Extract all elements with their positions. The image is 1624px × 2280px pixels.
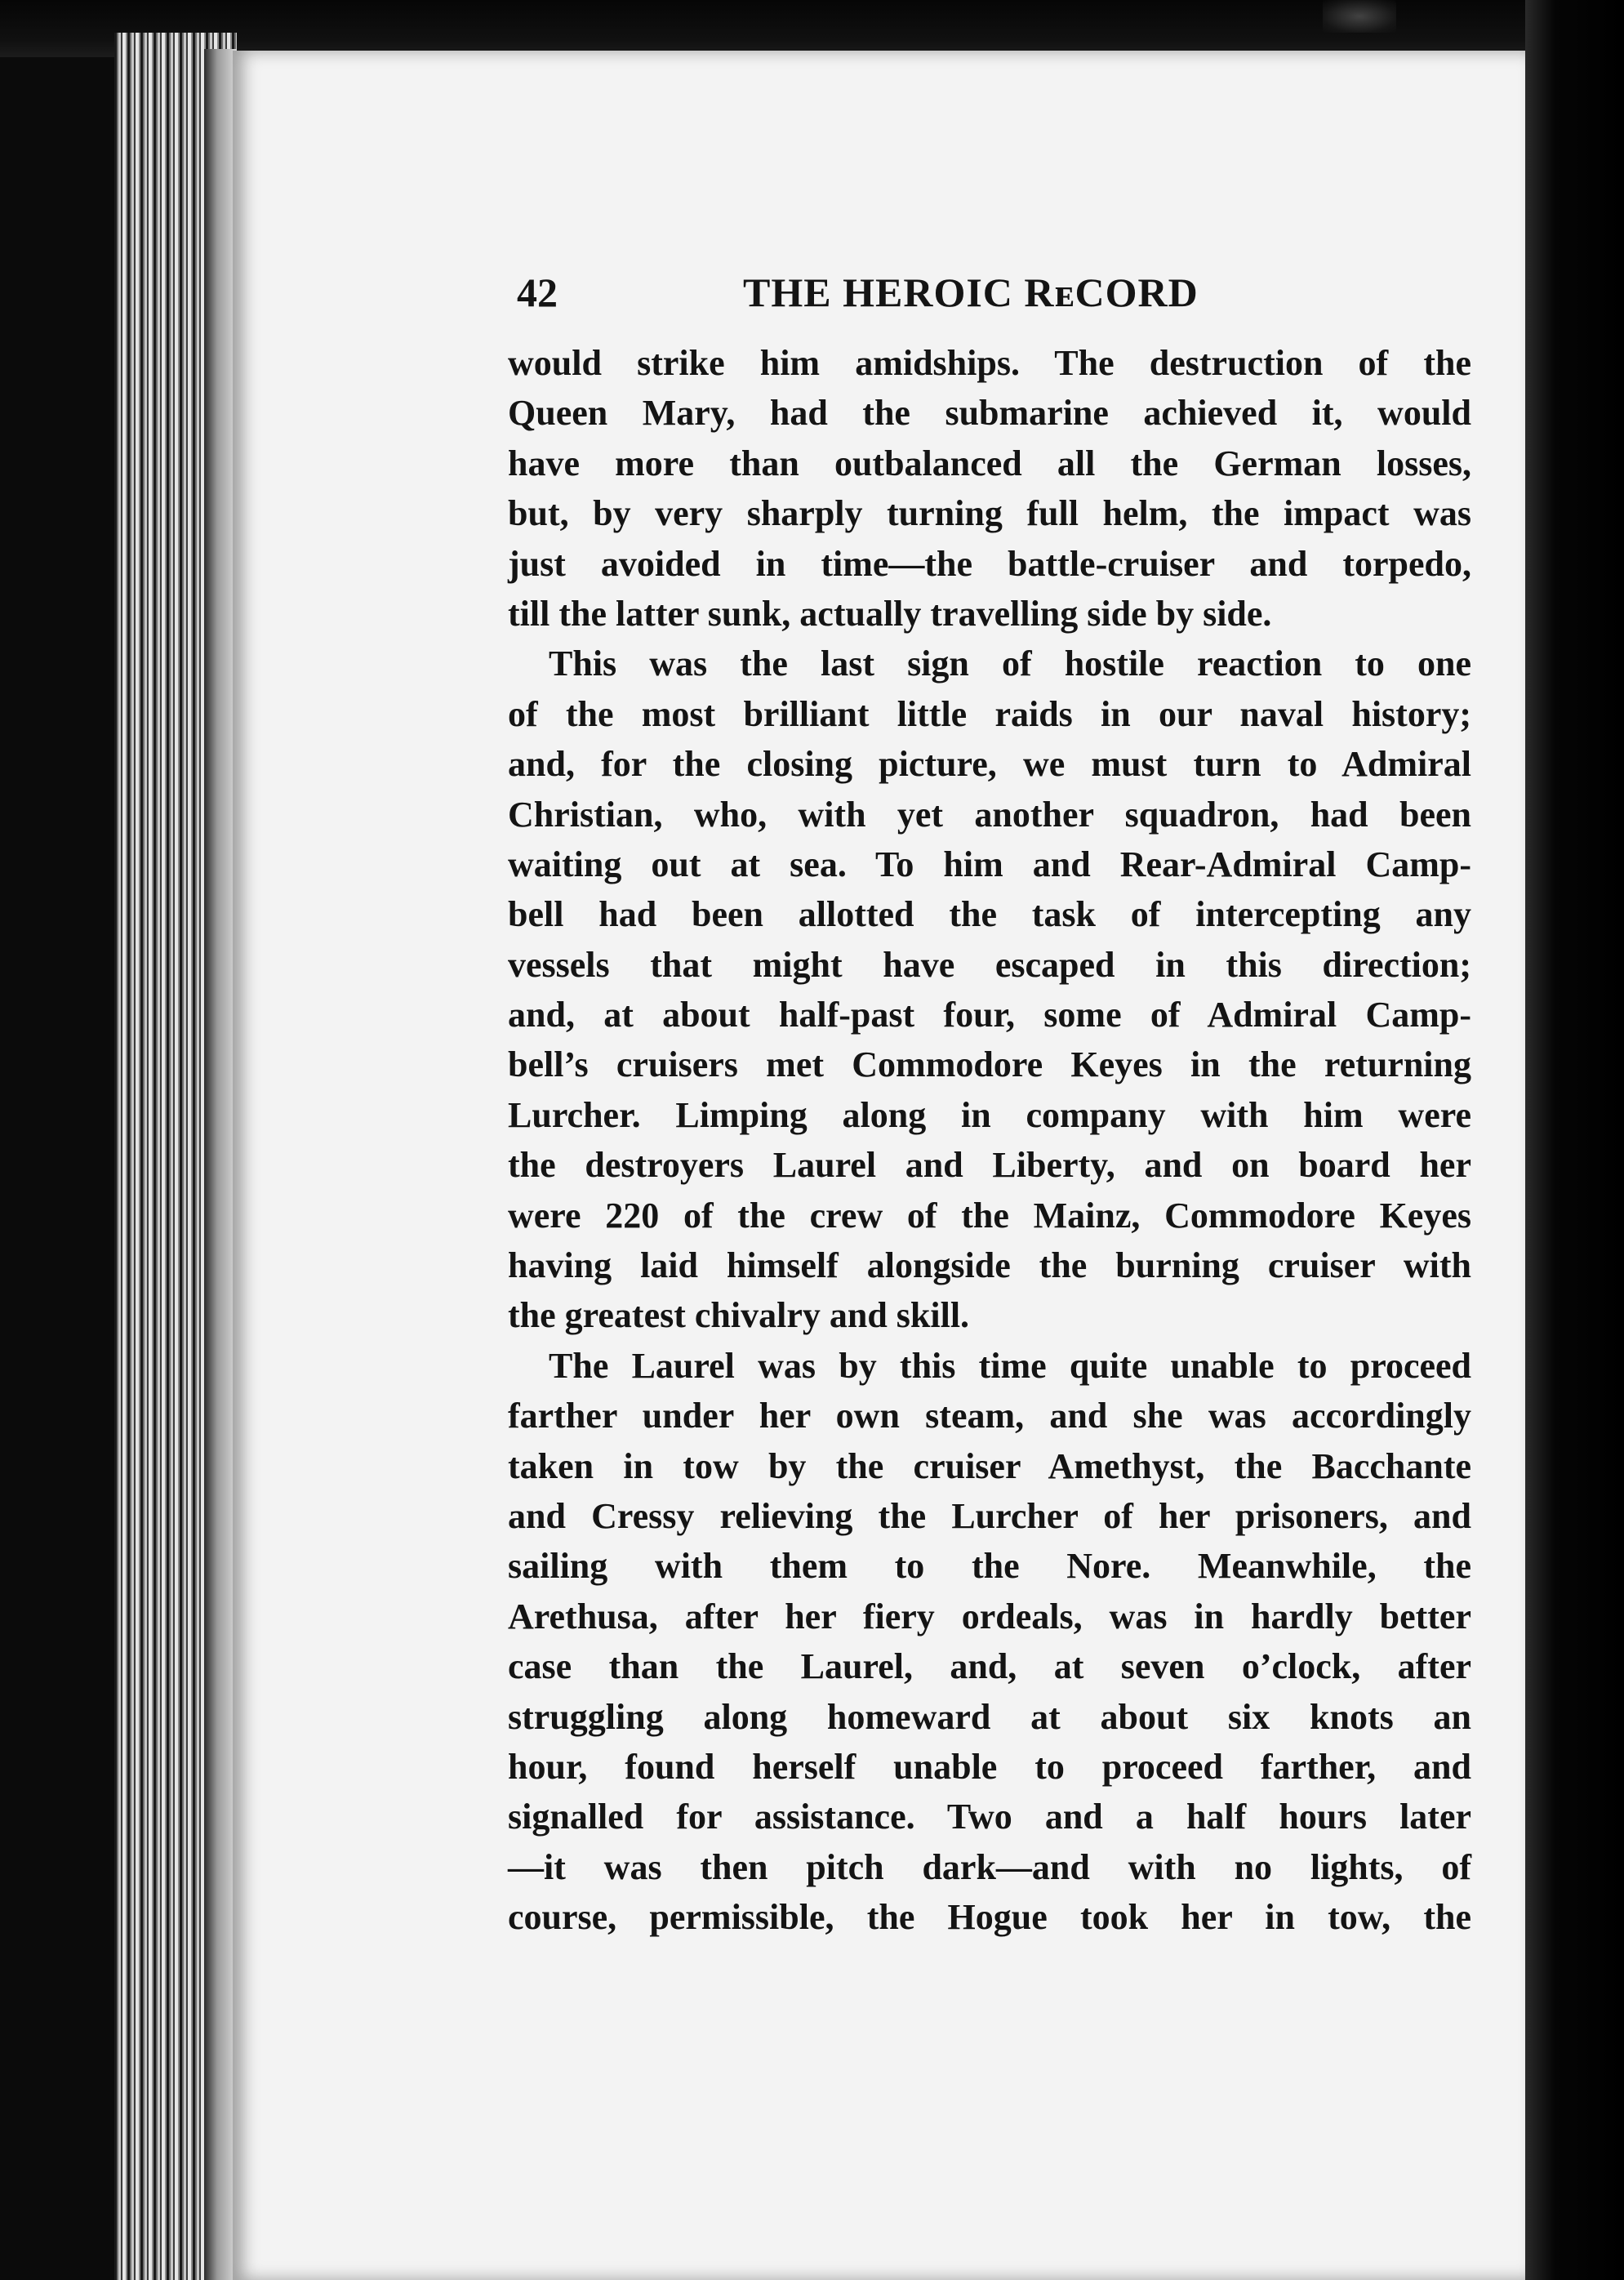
right-margin-shadow bbox=[1525, 0, 1624, 2280]
text-line: and, at about half-past four, some of Admiral Camp- bbox=[508, 995, 1471, 1035]
text-line: farther under her own steam, and she was accordingly bbox=[508, 1396, 1471, 1436]
page-gutter-edge bbox=[204, 49, 237, 2280]
text-line: the greatest chivalry and skill. bbox=[508, 1295, 970, 1336]
text-line: signalled for assistance. Two and a half hours later bbox=[508, 1797, 1471, 1837]
text-line: but, by very sharply turning full helm, the impact was bbox=[508, 493, 1471, 534]
text-line: just avoided in time—the battle-cruiser and torpedo, bbox=[508, 543, 1471, 584]
text-line: till the latter sunk, actually travelling side by side. bbox=[508, 593, 1272, 634]
text-line: hour, found herself unable to proceed farther, and bbox=[508, 1746, 1471, 1787]
text-line: This was the last sign of hostile reaction to one bbox=[549, 643, 1471, 684]
text-line: bell’s cruisers met Commodore Keyes in the returning bbox=[508, 1044, 1471, 1085]
text-line: would strike him amidships. The destruction of the bbox=[508, 343, 1471, 383]
body-text bbox=[508, 338, 1471, 1943]
text-line: Christian, who, with yet another squadron, had been bbox=[508, 794, 1471, 835]
text-line: taken in tow by the cruiser Amethyst, the Bacchante bbox=[508, 1445, 1471, 1486]
text-line: sailing with them to the Nore. Meanwhile, the bbox=[508, 1546, 1471, 1587]
page-number: 42 bbox=[517, 269, 558, 315]
text-line: —it was then pitch dark—and with no lights, of bbox=[508, 1846, 1471, 1887]
text-line: were 220 of the crew of the Mainz, Commodore Keyes bbox=[508, 1195, 1471, 1236]
text-line: course, permissible, the Hogue took her in tow, the bbox=[508, 1897, 1471, 1938]
page-header bbox=[517, 260, 1256, 325]
text-line: Lurcher. Limping along in company with him were bbox=[508, 1094, 1471, 1135]
text-line: of the most brilliant little raids in our naval history; bbox=[508, 693, 1471, 734]
text-line: the destroyers Laurel and Liberty, and on board her bbox=[508, 1145, 1471, 1186]
text-line: have more than outbalanced all the German losses, bbox=[508, 443, 1471, 483]
text-line: vessels that might have escaped in this direction; bbox=[508, 944, 1471, 985]
text-line: case than the Laurel, and, at seven o’clock, after bbox=[508, 1646, 1471, 1687]
text-line: Arethusa, after her fiery ordeals, was in hardly better bbox=[508, 1596, 1471, 1637]
smudge-mark bbox=[1323, 0, 1396, 33]
text-line: bell had been allotted the task of intercepting any bbox=[508, 894, 1471, 935]
text-line: having laid himself alongside the burning cruiser with bbox=[508, 1245, 1471, 1286]
text-line: and Cressy relieving the Lurcher of her prisoners, and bbox=[508, 1495, 1471, 1536]
text-line: Queen Mary, had the submarine achieved it, would bbox=[508, 393, 1471, 434]
text-line: and, for the closing picture, we must turn to Admiral bbox=[508, 744, 1471, 785]
text-line: struggling along homeward at about six knots an bbox=[508, 1696, 1471, 1737]
text-line: waiting out at sea. To him and Rear-Admiral Camp- bbox=[508, 844, 1471, 884]
text-line: The Laurel was by this time quite unable to proceed bbox=[549, 1345, 1471, 1386]
running-title: THE HEROIC RᴇCORD bbox=[743, 269, 1199, 315]
